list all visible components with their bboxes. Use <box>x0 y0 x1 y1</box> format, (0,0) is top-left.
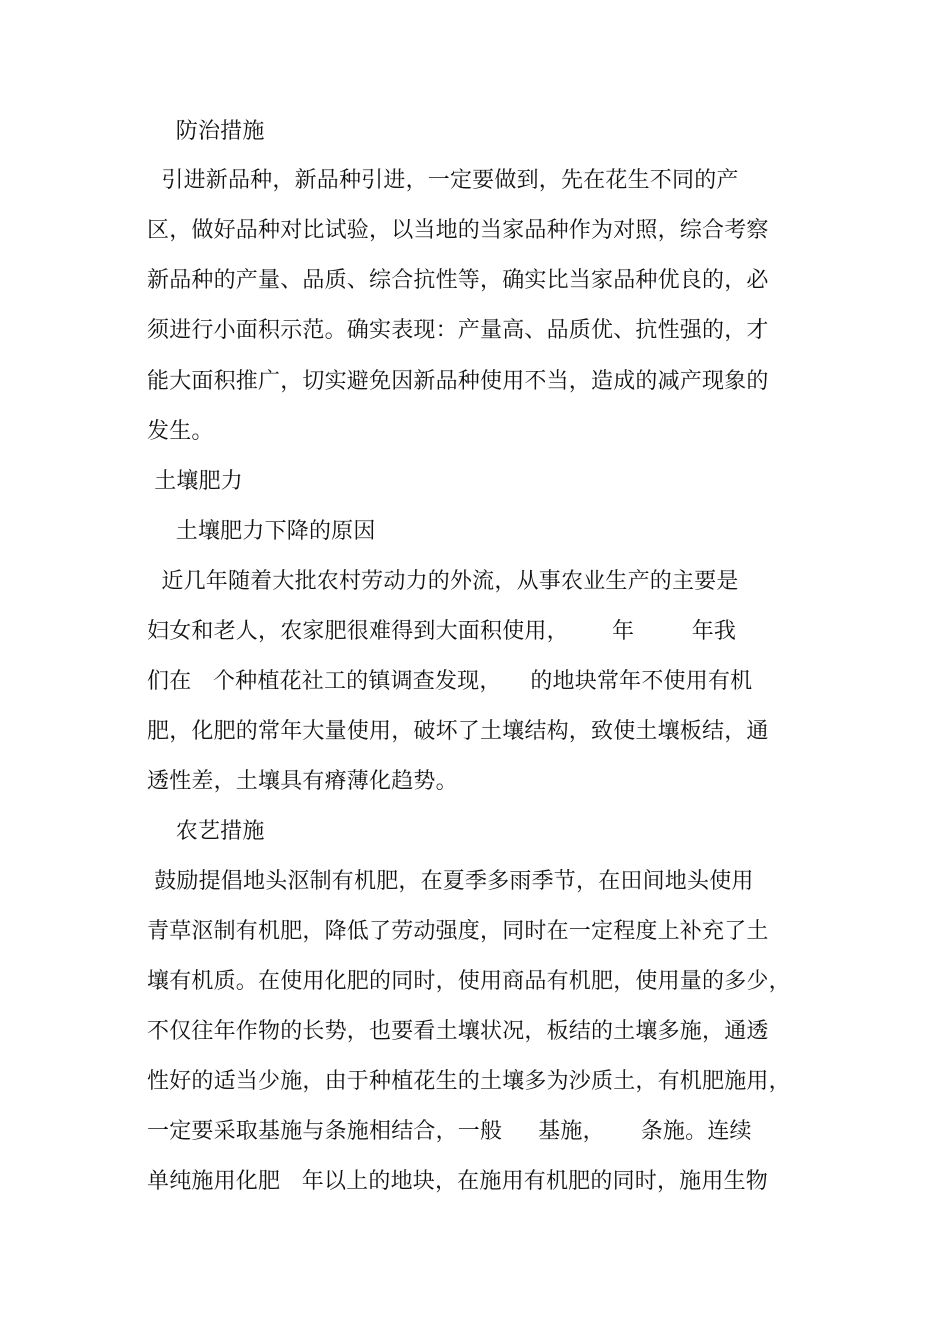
heading-prevention-measures: 防治措施 <box>147 119 265 144</box>
paragraph-line: 不仅往年作物的长势，也要看土壤状况，板结的土壤多施，通透 <box>147 1019 769 1044</box>
paragraph-line: 肥，化肥的常年大量使用，破坏了土壤结构，致使土壤板结，通 <box>147 719 769 744</box>
paragraph-line: 能大面积推广，切实避免因新品种使用不当，造成的减产现象的 <box>147 369 769 394</box>
paragraph-line: 们在 个种植花社工的镇调查发现， 的地块常年不使用有机 <box>147 669 753 694</box>
paragraph-line: 发生。 <box>147 419 214 444</box>
paragraph-line: 近几年随着大批农村劳动力的外流，从事农业生产的主要是 <box>147 569 739 594</box>
paragraph-line: 单纯施用化肥 年以上的地块，在施用有机肥的同时，施用生物 <box>147 1169 768 1194</box>
heading-agronomic-measures: 农艺措施 <box>147 819 265 844</box>
heading-soil-fertility: 土壤肥力 <box>147 469 243 494</box>
paragraph-line: 新品种的产量、品质、综合抗性等，确实比当家品种优良的，必 <box>147 268 769 293</box>
heading-fertility-decline-causes: 土壤肥力下降的原因 <box>147 519 376 544</box>
paragraph-line: 妇女和老人，农家肥很难得到大面积使用， 年 年我 <box>147 619 737 644</box>
paragraph-line: 透性差，土壤具有瘠薄化趋势。 <box>147 769 458 794</box>
paragraph-line: 区，做好品种对比试验，以当地的当家品种作为对照，综合考察 <box>147 218 769 243</box>
paragraph-line: 须进行小面积示范。确实表现：产量高、品质优、抗性强的，才 <box>147 318 769 343</box>
paragraph-line: 引进新品种，新品种引进，一定要做到，先在花生不同的产 <box>147 168 739 193</box>
paragraph-line: 鼓励提倡地头沤制有机肥，在夏季多雨季节，在田间地头使用 <box>147 869 754 894</box>
paragraph-line: 壤有机质。在使用化肥的同时，使用商品有机肥，使用量的多少， <box>147 969 791 994</box>
paragraph-line: 一定要采取基施与条施相结合，一般 基施， 条施。连续 <box>147 1119 752 1144</box>
paragraph-line: 性好的适当少施，由于种植花生的土壤多为沙质土，有机肥施用， <box>147 1069 791 1094</box>
paragraph-line: 青草沤制有机肥，降低了劳动强度，同时在一定程度上补充了土 <box>147 919 769 944</box>
